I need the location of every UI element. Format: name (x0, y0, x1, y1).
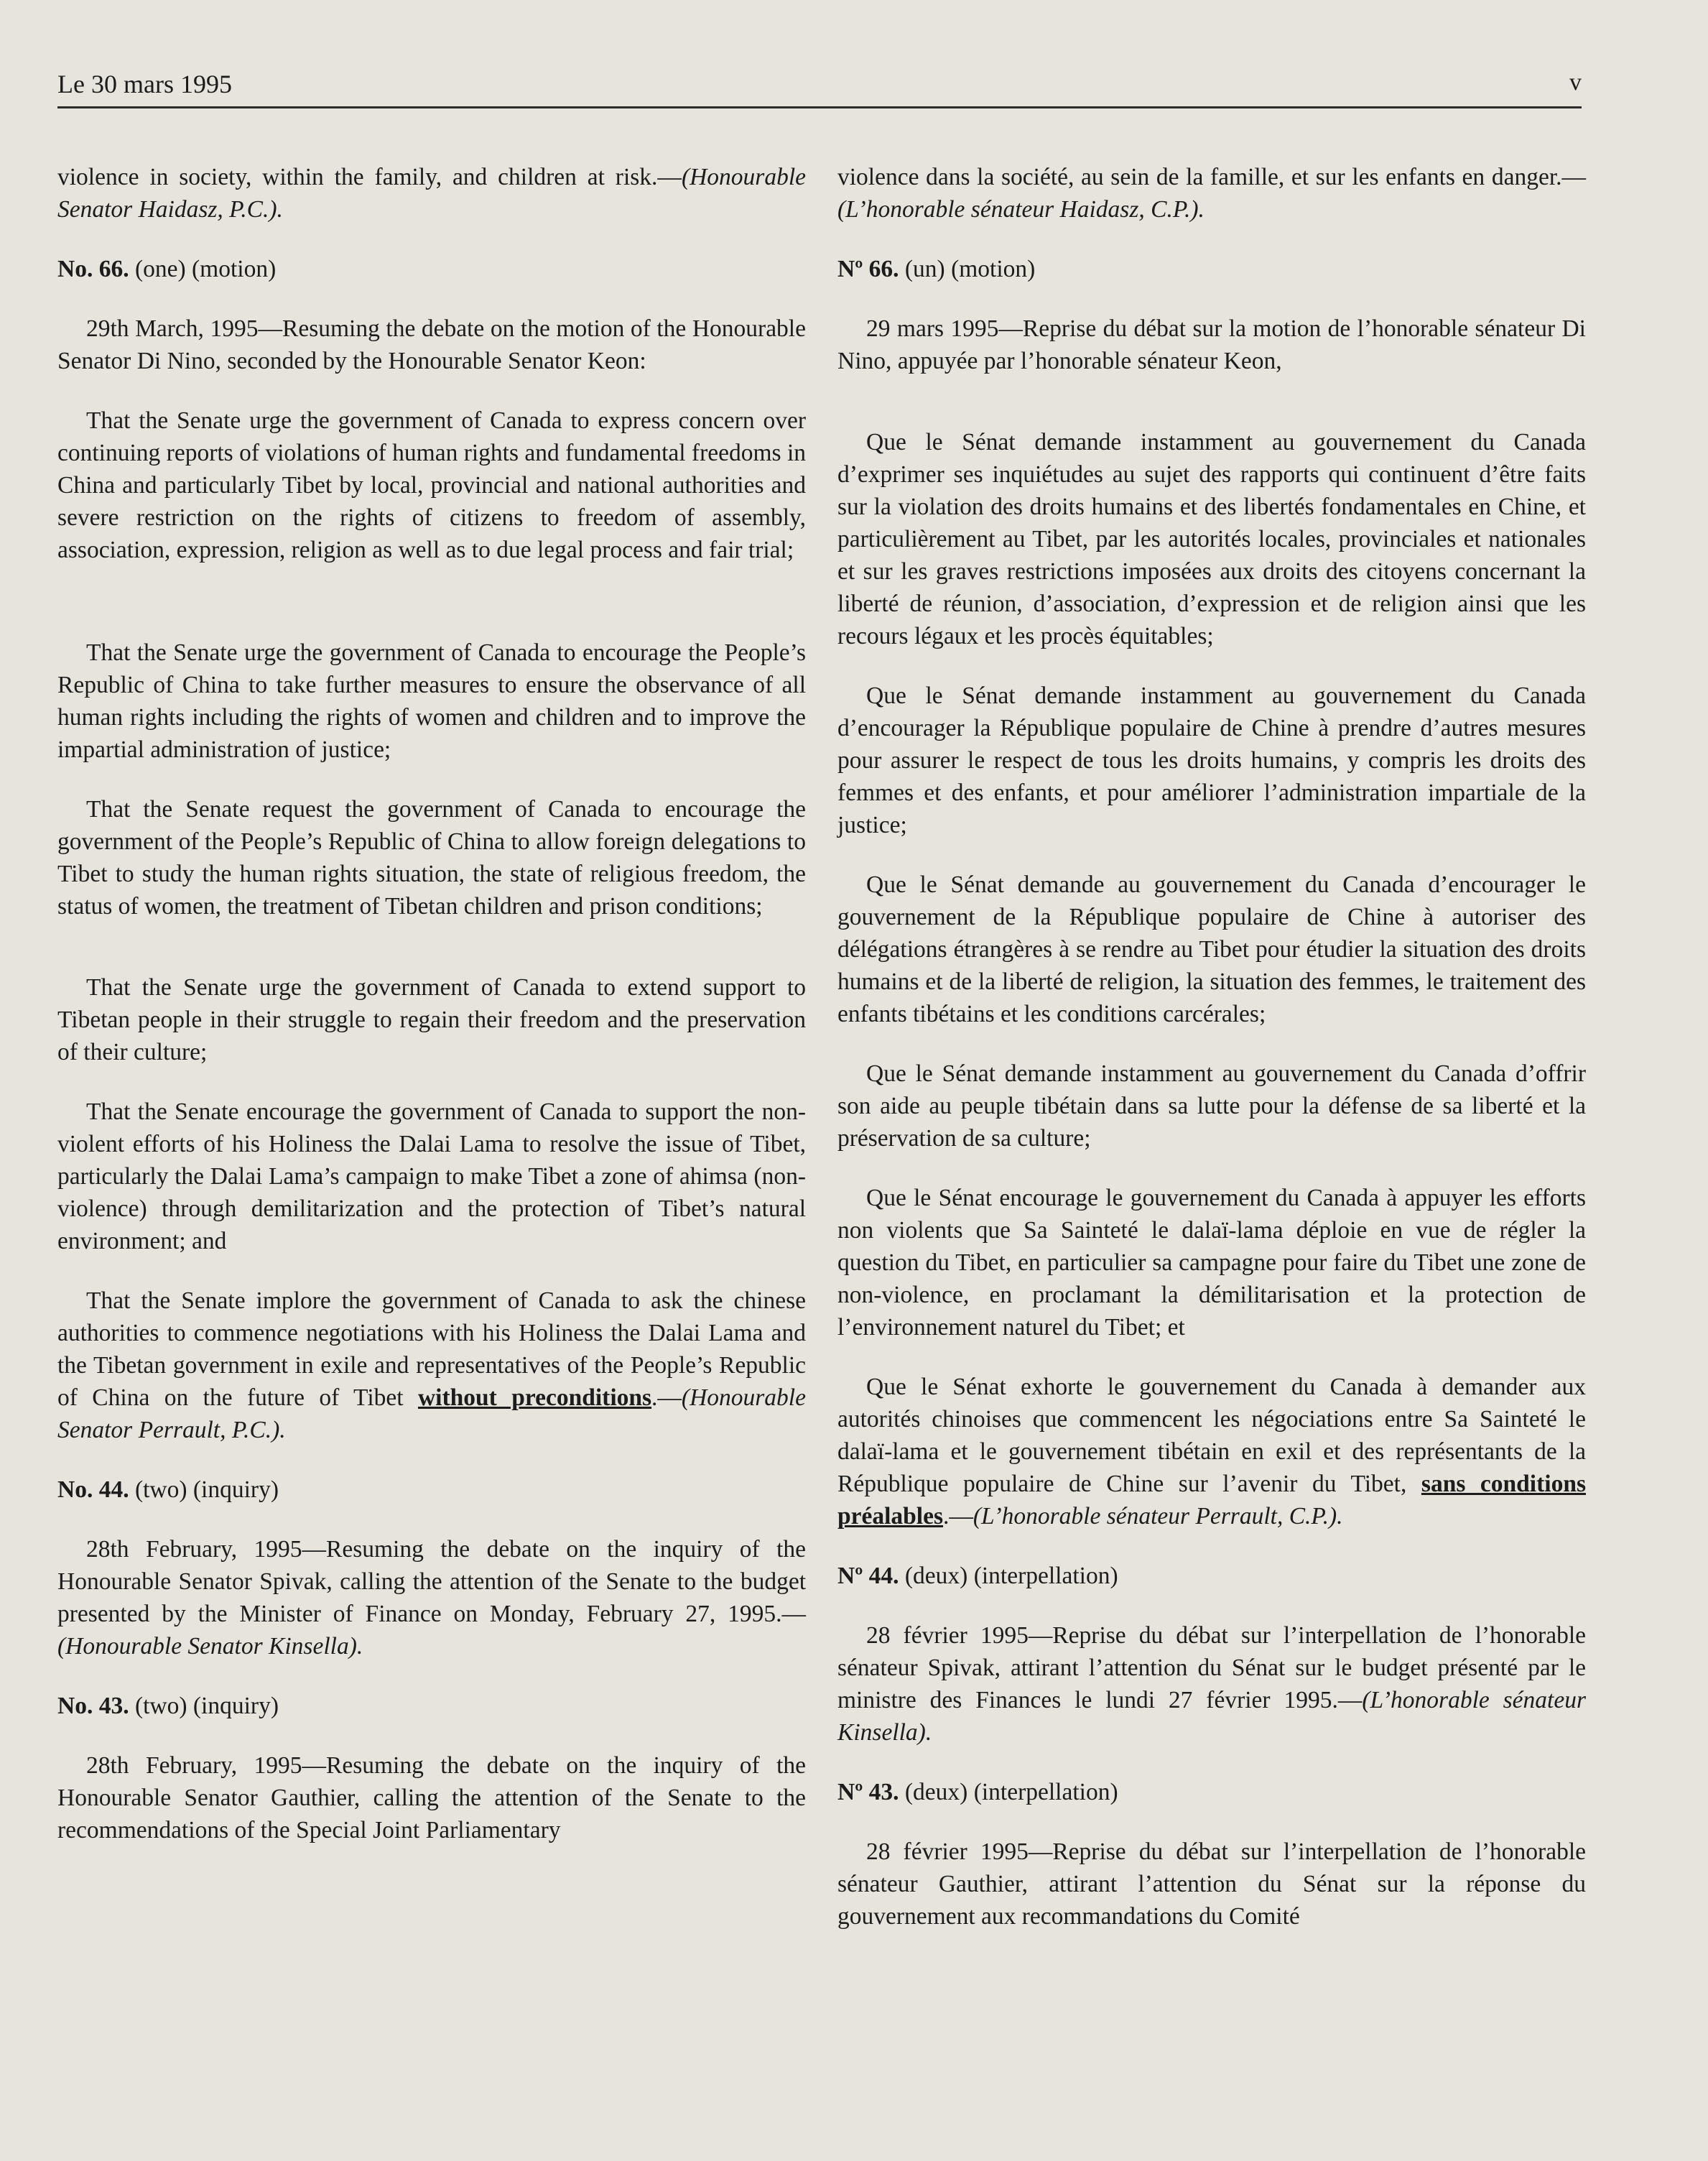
credit: (Honourable Senator Kinsella). (57, 1633, 363, 1660)
paragraph: 29th March, 1995—Resuming the debate on the motion of the Honourable Senator Di Nino, seconded by the Honourable Senator Keon: (57, 315, 806, 374)
paragraph: That the Senate request the government of Canada to encourage the government of the People’s Republic of China to allow foreign delegations to Tibet to study the human rights situation, the state of religious freedom, the status of women, the treatment of Tibetan children and prison conditions; (57, 796, 806, 920)
paragraph: 28 février 1995—Reprise du débat sur l’interpellation de l’honorable sénateur Gauthier, attirant l’attention du Sénat sur la réponse du gouvernement aux recommandations du Comité (837, 1838, 1586, 1930)
page-number: v (1569, 69, 1582, 96)
paragraph: That the Senate implore the government of Canada to ask the chinese authorities to commence negotiations with his Holiness the Dalai Lama and the Tibetan government in exile and representatives of the People’s Republic of China on the future of Tibet without preconditions.—(Honourable Senator Perrault, P.C.). (57, 1287, 806, 1443)
paragraph: That the Senate urge the government of Canada to extend support to Tibetan people in their struggle to regain their freedom and the preservation of their culture; (57, 974, 806, 1065)
item-number: Nº 44. (837, 1563, 899, 1589)
item-heading: Nº 43. (deux) (interpellation) (837, 1779, 1118, 1805)
item-heading: Nº 44. (deux) (interpellation) (837, 1563, 1118, 1589)
credit: (Honourable Senator Haidasz, P.C.). (57, 164, 806, 223)
paragraph: Que le Sénat demande instamment au gouvernement du Canada d’exprimer ses inquiétudes au sujet des rapports qui continuent d’être faits sur la violation des droits humains et des libertés fondamentales en Chine, et particulièrement au Tibet, par les autorités locales, provinciales et nationales et sur les graves restrictions imposées aux droits des citoyens concernant la liberté de réunion, d’association, d’expression et de religion ainsi que les recours légaux et les procès équitables; (837, 429, 1586, 649)
english-column (57, 161, 806, 1874)
paragraph: 28th February, 1995—Resuming the debate on the inquiry of the Honourable Senator Gauthier, calling the attention of the Senate to the recommendations of the Special Joint Parliamentary (57, 1752, 806, 1843)
paragraph: Que le Sénat encourage le gouvernement du Canada à appuyer les efforts non violents que Sa Sainteté le dalaï-lama déploie en vue de régler la question du Tibet, en particulier sa campagne pour faire du Tibet une zone de non-violence, en proclamant la démilitarisation et la protection de l’environnement naturel du Tibet; et (837, 1185, 1586, 1341)
paragraph: violence in society, within the family, and children at risk.—(Honourable Senator Haidasz, P.C.). (57, 164, 806, 223)
paragraph: Que le Sénat demande instamment au gouvernement du Canada d’offrir son aide au peuple tibétain dans sa lutte pour la défense de sa liberté et la préservation de sa culture; (837, 1060, 1586, 1152)
paragraph: That the Senate urge the government of Canada to encourage the People’s Republic of China to take further measures to ensure the observance of all human rights including the rights of women and children and to improve the impartial administration of justice; (57, 639, 806, 763)
item-number: No. 66. (57, 256, 129, 282)
credit: (L’honorable sénateur Haidasz, C.P.). (837, 196, 1205, 223)
item-number: No. 44. (57, 1476, 129, 1503)
french-column (837, 161, 1586, 1960)
item-heading: No. 44. (two) (inquiry) (57, 1476, 279, 1503)
paragraph: 29 mars 1995—Reprise du débat sur la motion de l’honorable sénateur Di Nino, appuyée par l’honorable sénateur Keon, (837, 315, 1586, 374)
paragraph: 28th February, 1995—Resuming the debate on the inquiry of the Honourable Senator Spivak, calling the attention of the Senate to the budget presented by the Minister of Finance on Monday, February 27, 1995.—(Honourable Senator Kinsella). (57, 1536, 806, 1660)
item-number: Nº 66. (837, 256, 899, 282)
paragraph: Que le Sénat demande au gouvernement du Canada d’encourager le gouvernement de la République populaire de Chine à autoriser des délégations étrangères à se rendre au Tibet pour étudier la situation des droits humains et de la liberté de religion, la situation des femmes, le traitement des enfants tibétains et les conditions carcérales; (837, 871, 1586, 1027)
item-heading: No. 66. (one) (motion) (57, 256, 277, 282)
paragraph: violence dans la société, au sein de la famille, et sur les enfants en danger.—(L’honorable sénateur Haidasz, C.P.). (837, 164, 1586, 223)
credit: (Honourable Senator Perrault, P.C.). (57, 1384, 806, 1443)
header-date: Le 30 mars 1995 (57, 70, 232, 98)
item-number: Nº 43. (837, 1779, 899, 1805)
paragraph: Que le Sénat exhorte le gouvernement du Canada à demander aux autorités chinoises que commencent les négociations entre Sa Sainteté le dalaï-lama et le gouvernement tibétain en exil et des représentants de la République populaire de Chine sur l’avenir du Tibet, sans conditions préalables.—(L’honorable sénateur Perrault, C.P.). (837, 1374, 1586, 1530)
credit: (L’honorable sénateur Kinsella). (837, 1687, 1586, 1746)
underlined-phrase: without preconditions (417, 1384, 652, 1411)
credit: (L’honorable sénateur Perrault, C.P.). (973, 1503, 1343, 1530)
underlined-phrase: sans conditions préalables (837, 1471, 1586, 1530)
paragraph: That the Senate urge the government of Canada to express concern over continuing reports of violations of human rights and fundamental freedoms in China and particularly Tibet by local, provincial and national authorities and severe restriction on the rights of citizens to freedom of assembly, association, expression, religion as well as to due legal process and fair trial; (57, 407, 807, 563)
paragraph: That the Senate encourage the government of Canada to support the non-violent efforts of his Holiness the Dalai Lama to resolve the issue of Tibet, particularly the Dalai Lama’s campaign to make Tibet a zone of ahimsa (non-violence) through demilitarization and the protection of Tibet’s natural environment; and (57, 1098, 806, 1254)
paragraph: Que le Sénat demande instamment au gouvernement du Canada d’encourager la République populaire de Chine à prendre d’autres mesures pour assurer le respect de tous les droits humains, y compris les droits des femmes et des enfants, et pour améliorer l’administration impartiale de la justice; (837, 682, 1586, 838)
item-heading: Nº 66. (un) (motion) (837, 256, 1036, 282)
page-header (57, 69, 1582, 108)
item-heading: No. 43. (two) (inquiry) (57, 1693, 279, 1719)
item-number: No. 43. (57, 1693, 129, 1719)
paragraph: 28 février 1995—Reprise du débat sur l’interpellation de l’honorable sénateur Spivak, attirant l’attention du Sénat sur le budget présenté par le ministre des Finances le lundi 27 février 1995.—(L’honorable sénateur Kinsella). (837, 1622, 1586, 1746)
